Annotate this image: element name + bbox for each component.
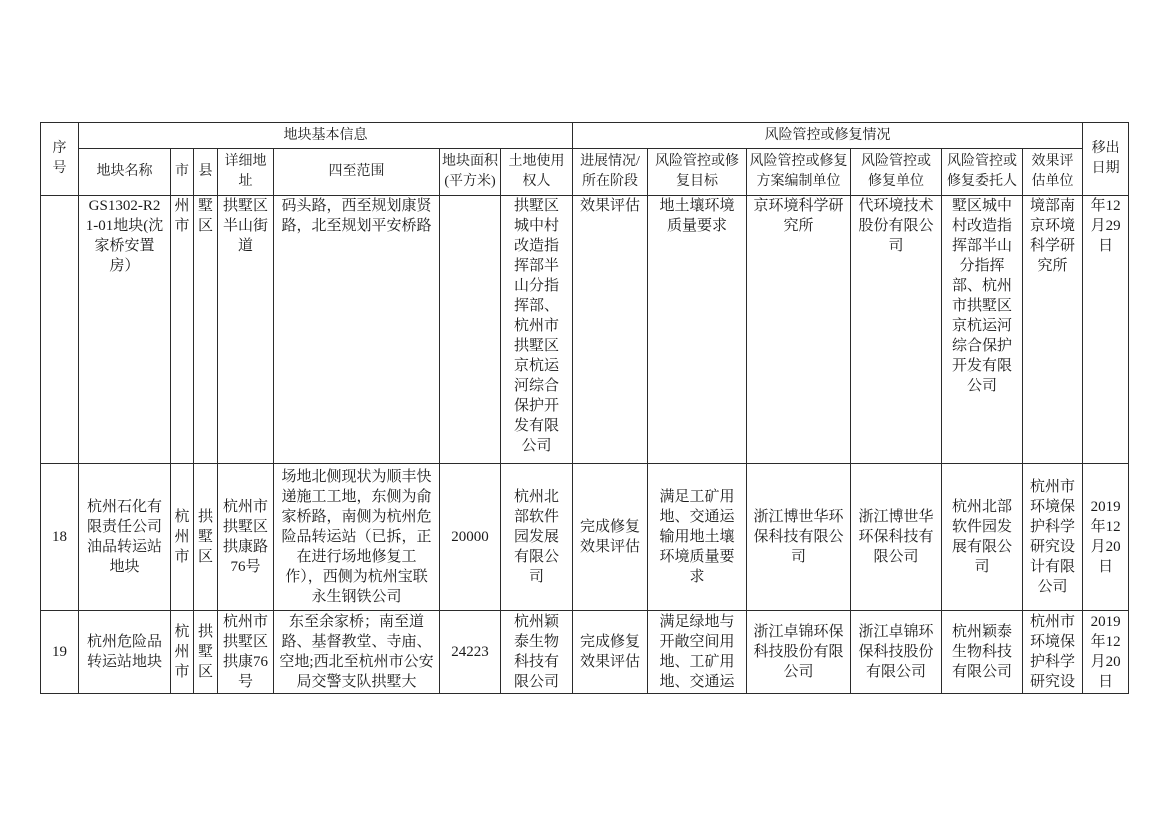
td-boundary: 码头路，西至规划康贤路，北至规划平安桥路: [274, 196, 440, 464]
td-serial: 19: [41, 611, 79, 694]
td-address: 拱墅区半山街道: [218, 196, 274, 464]
td-area: 24223: [440, 611, 501, 694]
td-plot-name: 杭州危险品转运站地块: [79, 611, 171, 694]
table-header-sub-row: [41, 149, 1129, 196]
col-header-plot-name: 地块名称: [79, 149, 171, 196]
td-stage: 完成修复效果评估: [573, 611, 648, 694]
td-repair-unit: 浙江博世华环保科技有限公司: [851, 464, 942, 611]
col-group-risk-info: 风险管控或修复情况: [573, 123, 1083, 149]
td-county: 拱墅区: [194, 464, 218, 611]
td-area: [440, 196, 501, 464]
td-county: 墅区: [194, 196, 218, 464]
col-header-land-user: 土地使用权人: [501, 149, 573, 196]
col-header-target: 风险管控或修复目标: [648, 149, 747, 196]
land-parcel-table: [40, 122, 1129, 694]
td-plan-unit: 浙江卓锦环保科技股份有限公司: [747, 611, 851, 694]
td-land-user: 杭州北部软件园发展有限公司: [501, 464, 573, 611]
col-header-removal-date: 移出日期: [1083, 123, 1129, 196]
col-header-boundary: 四至范围: [274, 149, 440, 196]
td-stage: 效果评估: [573, 196, 648, 464]
col-header-address: 详细地址: [218, 149, 274, 196]
td-boundary: 东至余家桥；南至道路、基督教堂、寺庙、空地;西北至杭州市公安局交警支队拱墅大: [274, 611, 440, 694]
td-stage: 完成修复效果评估: [573, 464, 648, 611]
td-land-user: 杭州颖泰生物科技有限公司: [501, 611, 573, 694]
td-client: 杭州颖泰生物科技有限公司: [942, 611, 1023, 694]
td-eval-unit: 杭州市环境保护科学研究设计有限公司: [1023, 464, 1083, 611]
td-serial: [41, 196, 79, 464]
table-header-group-row: [41, 123, 1129, 149]
td-eval-unit: 杭州市环境保护科学研究设: [1023, 611, 1083, 694]
td-area: 20000: [440, 464, 501, 611]
table-row: [41, 196, 1129, 464]
td-removal-date: 2019年12月20日: [1083, 611, 1129, 694]
td-repair-unit: 浙江卓锦环保科技股份有限公司: [851, 611, 942, 694]
td-county: 拱墅区: [194, 611, 218, 694]
col-header-plan-unit: 风险管控或修复方案编制单位: [747, 149, 851, 196]
col-header-area: 地块面积(平方米): [440, 149, 501, 196]
td-removal-date: 2019年12月20日: [1083, 464, 1129, 611]
col-header-repair-unit: 风险管控或修复单位: [851, 149, 942, 196]
td-removal-date: 年12月29日: [1083, 196, 1129, 464]
td-plot-name: GS1302-R21-01地块(沈家桥安置房）: [79, 196, 171, 464]
col-header-stage: 进展情况/所在阶段: [573, 149, 648, 196]
td-plan-unit: 浙江博世华环保科技有限公司: [747, 464, 851, 611]
td-plot-name: 杭州石化有限责任公司油品转运站地块: [79, 464, 171, 611]
col-header-client: 风险管控或修复委托人: [942, 149, 1023, 196]
td-target: 满足工矿用地、交通运输用地土壤环境质量要求: [648, 464, 747, 611]
td-address: 杭州市拱墅区拱康76号: [218, 611, 274, 694]
table-row: [41, 464, 1129, 611]
td-repair-unit: 代环境技术股份有限公司: [851, 196, 942, 464]
td-client: 墅区城中村改造指挥部半山分指挥部、杭州市拱墅区京杭运河综合保护开发有限公司: [942, 196, 1023, 464]
td-serial: 18: [41, 464, 79, 611]
td-city: 州市: [171, 196, 194, 464]
td-client: 杭州北部软件园发展有限公司: [942, 464, 1023, 611]
col-header-eval-unit: 效果评估单位: [1023, 149, 1083, 196]
td-target: 地土壤环境质量要求: [648, 196, 747, 464]
td-city: 杭州市: [171, 464, 194, 611]
td-city: 杭州市: [171, 611, 194, 694]
col-header-county: 县: [194, 149, 218, 196]
col-group-basic-info: 地块基本信息: [79, 123, 573, 149]
td-land-user: 拱墅区城中村改造指挥部半山分指挥部、杭州市拱墅区京杭运河综合保护开发有限公司: [501, 196, 573, 464]
td-eval-unit: 境部南京环境科学研究所: [1023, 196, 1083, 464]
col-header-city: 市: [171, 149, 194, 196]
td-boundary: 场地北侧现状为顺丰快递施工工地，东侧为俞家桥路，南侧为杭州危险品转运站（已拆，正在进行场地修复工作），西侧为杭州宝联永生钢铁公司: [274, 464, 440, 611]
td-plan-unit: 京环境科学研究所: [747, 196, 851, 464]
td-target: 满足绿地与开敞空间用地、工矿用地、交通运: [648, 611, 747, 694]
td-address: 杭州市拱墅区拱康路76号: [218, 464, 274, 611]
col-header-serial: 序号: [41, 123, 79, 196]
table-row: [41, 611, 1129, 694]
